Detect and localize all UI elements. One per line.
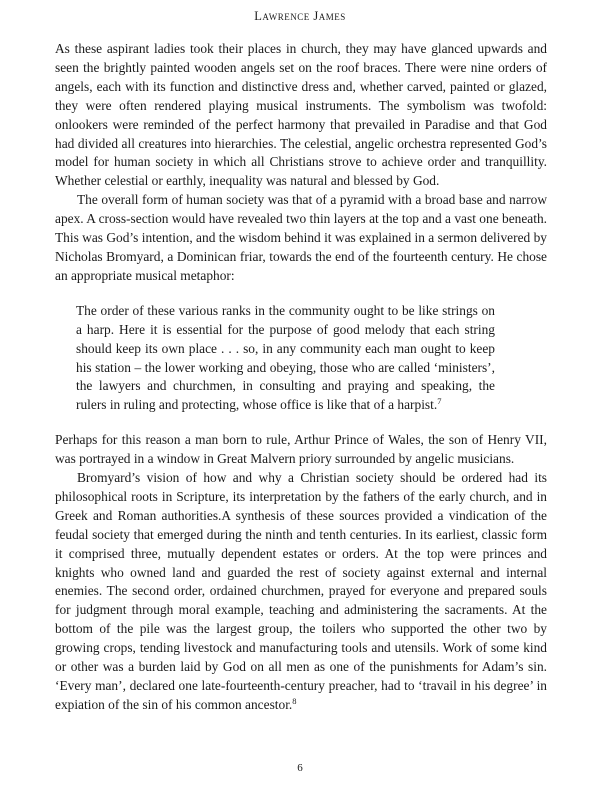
running-head: Lawrence James <box>254 9 346 23</box>
block-quote <box>76 302 495 415</box>
footnote-ref-8: 8 <box>292 695 297 706</box>
page-number: 6 <box>297 762 303 774</box>
paragraph-pyramid: The overall form of human society was that of a pyramid with a broad base and narrow apex. A cross-section would have revealed two thin layers at the top and a vast one beneath. This was God’s intention, and the wisdom behind it was explained in a sermon delivered by Nicholas Bromyard, a Dominican friar, towards the end of the fourteenth century. He chose an appropriate musical metaphor: <box>55 192 547 283</box>
paragraph-bromyard <box>55 469 547 715</box>
paragraph-arthur: Perhaps for this reason a man born to rule, Arthur Prince of Wales, the son of Henry VII, was portrayed in a window in Great Malvern priory surrounded by angelic musicians. <box>55 432 547 467</box>
quote-text: The order of these various ranks in the community ought to be like strings on a harp. Here it is essential for the purpose of good melody that each string should keep its own place . . . so, in any community each man ought to keep his station – the lower working and obeying, those who are called ‘ministers’, the lawyers and churchmen, in consulting and praying and speaking, the rulers in ruling and protecting, whose office is like that of a harpist. <box>76 302 495 413</box>
paragraph-angels: As these aspirant ladies took their places in church, they may have glanced upwards and seen the brightly painted wooden angels set on the roof braces. There were nine orders of angels, each with its function and distinctive dress and, whether carved, painted or glazed, they were often rendered playing musical instruments. The symbolism was twofold: onlookers were reminded of the perfect harmony that prevailed in Paradise and that God had divided all creatures into hierarchies. The celestial, angelic orchestra represented God’s model for human society in which all Christians strove to achieve order and tranquillity. Whether celestial or earthly, inequality was natural and blessed by God. <box>55 41 547 189</box>
paragraph-bromyard-text: Bromyard’s vision of how and why a Christian society should be ordered had its philosophical roots in Scripture, its interpretation by the fathers of the early church, and in Greek and Roman authorities.A synthesis of these sources provided a vindication of the feudal society that emerged during the ninth and tenth centuries. In its earliest, classic form it comprised three, mutually dependent estates or orders. At the top were princes and knights who owned land and guarded the rest of society against external and internal enemies. The second order, ordained churchmen, prayed for everyone and prepared souls for judgment through moral example, teaching and administering the sacraments. At the bottom of the pile was the largest group, the toilers who supported the other two by growing crops, tending livestock and manufacturing tools and utensils. Work of some kind or other was a burden laid by God on all men as one of the punishments for Adam’s sin. ‘Every man’, declared one late-fourteenth-century preacher, had to ‘travail in his degree’ in expiation of the sin of his common ancestor. <box>55 470 547 712</box>
body-text <box>55 40 547 715</box>
footnote-ref-7: 7 <box>437 396 442 407</box>
block-quote-text <box>76 302 495 415</box>
